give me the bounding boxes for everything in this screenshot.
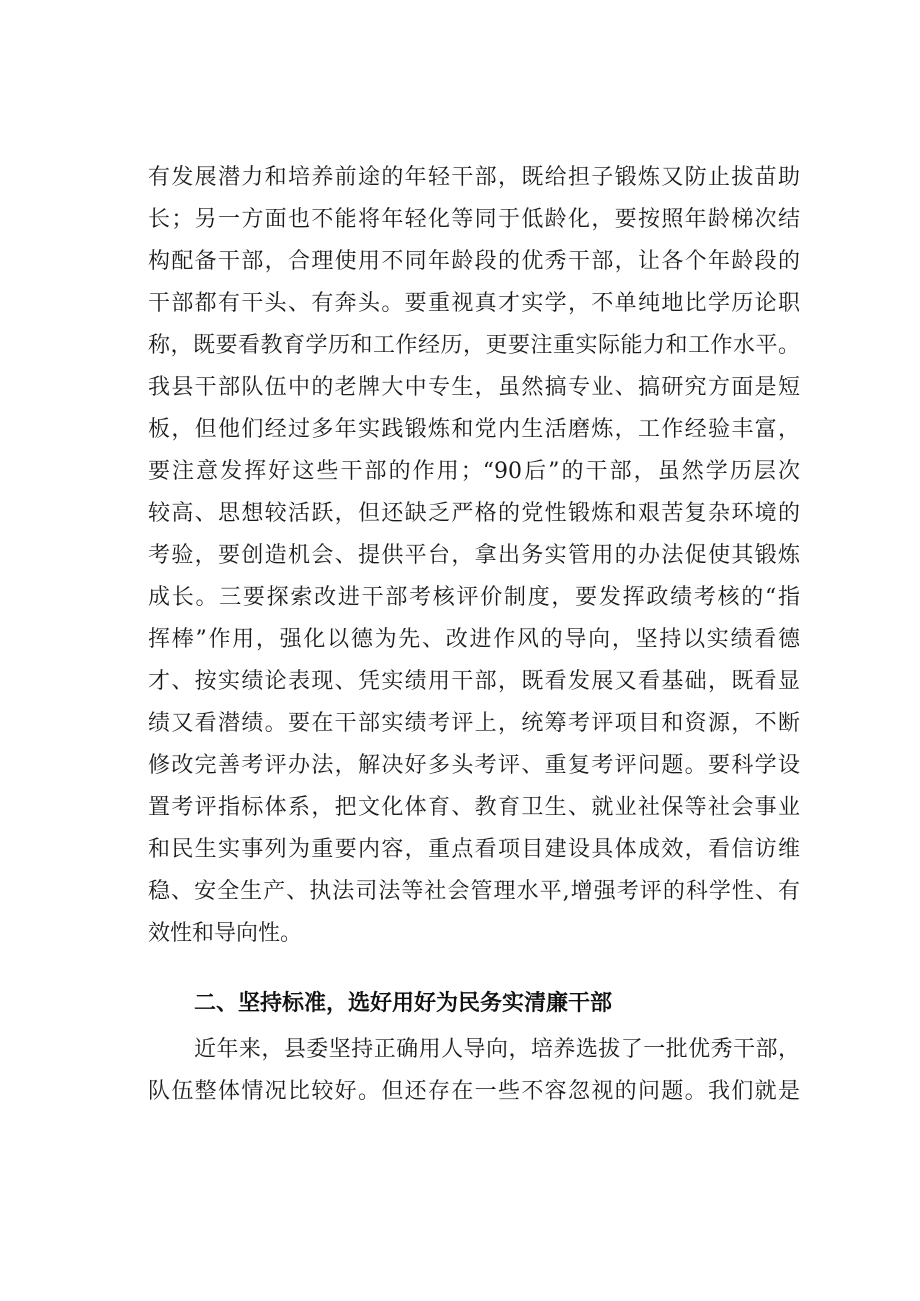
body-line-3: 构配备干部，合理使用不同年龄段的优秀干部，让各个年龄段的	[148, 249, 800, 274]
body-line-10: 考验，要创造机会、提供平台，拿出务实管用的办法促使其锻炼	[148, 543, 800, 568]
body-line-1: 有发展潜力和培养前途的年轻干部，既给担子锻炼又防止拔苗助	[148, 165, 800, 190]
body-line-5: 称，既要看教育学历和工作经历，更要注重实际能力和工作水平。	[148, 333, 800, 358]
body-line-6: 我县干部队伍中的老牌大中专生，虽然搞专业、搞研究方面是短	[148, 375, 800, 400]
body-line-11: 成长。三要探索改进干部考核评价制度，要发挥政绩考核的“指	[148, 585, 800, 610]
body-line-17: 和民生实事列为重要内容，重点看项目建设具体成效，看信访维	[148, 837, 800, 862]
next-paragraph-line-2: 队伍整体情况比较好。但还存在一些不容忽视的问题。我们就是	[148, 1079, 800, 1104]
section-heading: 二、坚持标准，选好用好为民务实清廉干部	[194, 991, 613, 1016]
body-line-9: 较高、思想较活跃，但还缺乏严格的党性锻炼和艰苦复杂环境的	[148, 501, 800, 526]
next-paragraph-line-1: 近年来，县委坚持正确用人导向，培养选拔了一批优秀干部，	[194, 1037, 800, 1062]
body-line-18: 稳、安全生产、执法司法等社会管理水平,增强考评的科学性、有	[148, 879, 800, 904]
body-line-8: 要注意发挥好这些干部的作用；“90后”的干部，虽然学历层次	[148, 459, 800, 484]
body-line-13: 才、按实绩论表现、凭实绩用干部，既看发展又看基础，既看显	[148, 669, 800, 694]
body-line-2: 长；另一方面也不能将年轻化等同于低龄化，要按照年龄梯次结	[148, 207, 800, 232]
body-line-12: 挥棒”作用，强化以德为先、改进作风的导向，坚持以实绩看德	[148, 627, 800, 652]
body-line-14: 绩又看潜绩。要在干部实绩考评上，统筹考评项目和资源，不断	[148, 711, 800, 736]
body-line-4: 干部都有干头、有奔头。要重视真才实学，不单纯地比学历论职	[148, 291, 800, 316]
body-line-19: 效性和导向性。	[148, 921, 303, 946]
body-line-7: 板，但他们经过多年实践锻炼和党内生活磨炼，工作经验丰富，	[148, 417, 800, 442]
body-line-15: 修改完善考评办法，解决好多头考评、重复考评问题。要科学设	[148, 753, 800, 778]
body-line-16: 置考评指标体系，把文化体育、教育卫生、就业社保等社会事业	[148, 795, 800, 820]
